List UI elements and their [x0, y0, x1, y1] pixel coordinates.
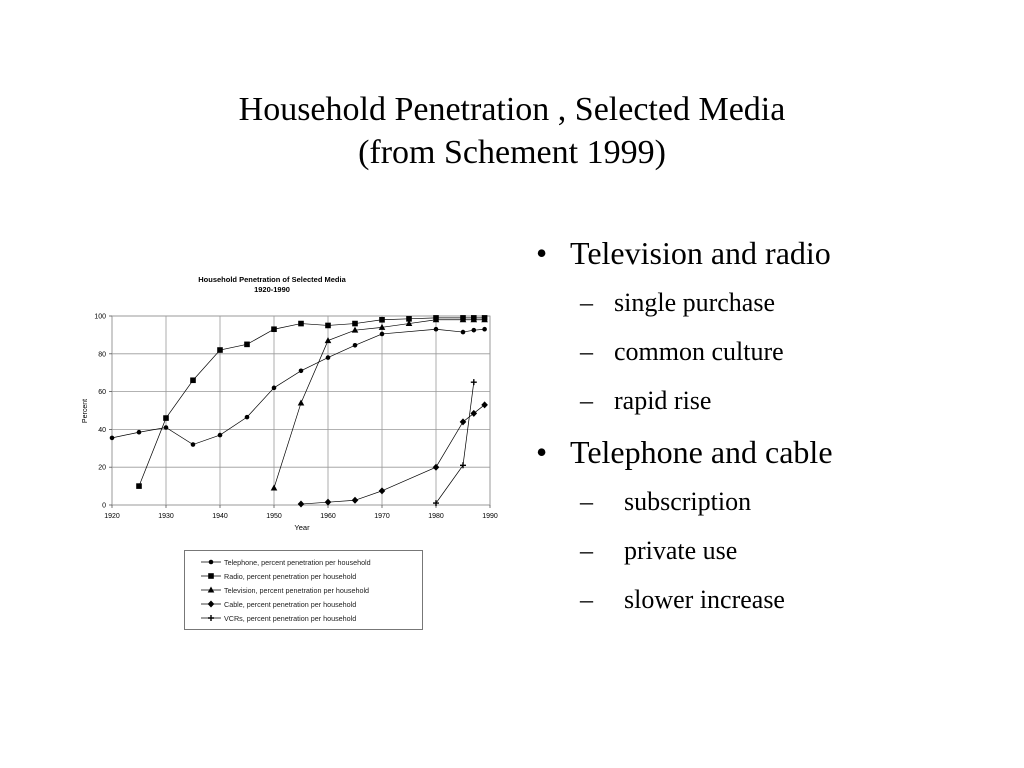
bullet-item	[536, 232, 1006, 274]
sub-bullet-marker: –	[580, 487, 593, 516]
data-point	[298, 321, 304, 327]
data-point	[136, 483, 142, 489]
legend-item	[185, 598, 422, 612]
x-tick-label: 1990	[482, 513, 498, 520]
data-point	[245, 415, 250, 420]
bullet-marker: •	[536, 434, 548, 470]
legend-swatch	[201, 571, 221, 581]
legend-marker	[208, 615, 214, 621]
sub-bullet-text: rapid rise	[614, 386, 712, 415]
data-point	[352, 321, 358, 327]
legend-label: Telephone, percent penetration per household	[224, 558, 371, 567]
sub-bullet-item	[536, 575, 1006, 624]
data-point	[272, 386, 277, 391]
legend-item	[185, 556, 422, 570]
sub-bullet-item	[536, 526, 1006, 575]
data-point	[244, 342, 250, 348]
data-point	[298, 399, 305, 405]
data-point	[271, 484, 278, 490]
sub-bullet-item	[536, 327, 1006, 376]
sub-bullet-text: private use	[624, 536, 738, 565]
y-tick-label: 60	[98, 389, 106, 397]
media-penetration-chart	[70, 268, 510, 538]
data-point	[218, 433, 223, 438]
data-point	[190, 377, 196, 383]
slide-title	[0, 88, 1024, 174]
plot-frame	[112, 316, 490, 505]
series-diamond	[298, 401, 488, 507]
legend-item	[185, 612, 422, 626]
data-point	[352, 497, 359, 504]
sub-bullet-text: slower increase	[624, 585, 785, 614]
sub-bullet-marker: –	[580, 288, 593, 317]
series-line	[436, 382, 474, 503]
sub-bullet-text: single purchase	[614, 288, 776, 317]
sub-bullet-marker: –	[580, 337, 593, 366]
x-axis-label: Year	[294, 523, 310, 532]
data-point	[434, 327, 439, 332]
sub-bullet-text: common culture	[614, 337, 784, 366]
legend-marker	[208, 587, 215, 593]
legend-label: VCRs, percent penetration per household	[224, 614, 357, 623]
legend-label: Radio, percent penetration per household	[224, 572, 357, 581]
chart-grid	[112, 316, 490, 505]
series-line	[139, 318, 485, 486]
data-point	[461, 330, 466, 335]
data-point	[163, 415, 169, 421]
data-point	[379, 487, 386, 494]
data-point	[110, 436, 115, 441]
data-point	[298, 501, 305, 508]
series-line	[274, 320, 485, 488]
bullet-marker: •	[536, 235, 548, 271]
data-point	[471, 379, 477, 385]
y-axis-label: Percent	[82, 398, 89, 424]
data-point	[137, 430, 142, 435]
y-tick-label: 80	[98, 351, 106, 359]
legend-item	[185, 584, 422, 598]
data-point	[325, 323, 331, 329]
chart-series	[110, 315, 488, 507]
bullet-text: Telephone and cable	[570, 434, 833, 470]
legend-swatch	[201, 585, 221, 595]
legend-swatch	[201, 557, 221, 567]
data-point	[353, 343, 358, 348]
data-point	[164, 425, 169, 430]
y-tick-label: 0	[102, 502, 106, 510]
legend-label: Cable, percent penetration per household	[224, 600, 357, 609]
data-point	[460, 418, 467, 425]
sub-bullet-text: subscription	[624, 487, 752, 516]
series-plus	[433, 379, 477, 506]
legend-marker	[208, 573, 214, 579]
x-tick-label: 1960	[320, 513, 336, 520]
x-tick-label: 1940	[212, 513, 228, 520]
x-tick-label: 1930	[158, 513, 174, 520]
data-point	[217, 347, 223, 353]
data-point	[471, 410, 478, 417]
chart-legend	[184, 550, 423, 630]
x-tick-label: 1950	[266, 513, 282, 520]
y-tick-label: 20	[98, 464, 106, 472]
bullet-list	[536, 232, 1006, 624]
data-point	[271, 326, 277, 332]
data-point	[379, 317, 385, 323]
series-square	[136, 315, 487, 489]
x-tick-label: 1920	[104, 513, 120, 520]
x-tick-label: 1970	[374, 513, 390, 520]
series-triangle	[271, 316, 488, 490]
bullet-item	[536, 431, 1006, 473]
bullet-text: Television and radio	[570, 235, 831, 271]
data-point	[325, 337, 332, 343]
series-line	[301, 405, 485, 504]
data-point	[433, 464, 440, 471]
sub-bullet-marker: –	[580, 386, 593, 415]
slide-title-line-1: Household Penetration , Selected Media	[238, 91, 786, 128]
legend-item	[185, 570, 422, 584]
x-tick-label: 1980	[428, 513, 444, 520]
sub-bullet-item	[536, 278, 1006, 327]
y-tick-label: 100	[94, 313, 106, 321]
data-point	[380, 332, 385, 337]
sub-bullet-marker: –	[580, 536, 593, 565]
slide-title-line-2: (from Schement 1999)	[358, 134, 666, 171]
data-point	[482, 327, 487, 332]
data-point	[472, 328, 477, 333]
sub-bullet-marker: –	[580, 585, 593, 614]
data-point	[299, 369, 304, 374]
y-tick-label: 40	[98, 426, 106, 434]
sub-bullet-item	[536, 376, 1006, 425]
legend-marker	[209, 560, 214, 565]
data-point	[481, 401, 488, 408]
legend-marker	[208, 601, 215, 608]
chart-axes	[94, 314, 498, 521]
sub-bullet-item	[536, 477, 1006, 526]
legend-swatch	[201, 613, 221, 623]
chart-subtitle: 1920-1990	[254, 285, 290, 294]
legend-label: Television, percent penetration per household	[224, 586, 370, 595]
data-point	[326, 355, 331, 360]
legend-swatch	[201, 599, 221, 609]
data-point	[191, 442, 196, 447]
chart-title: Household Penetration of Selected Media	[198, 275, 346, 284]
